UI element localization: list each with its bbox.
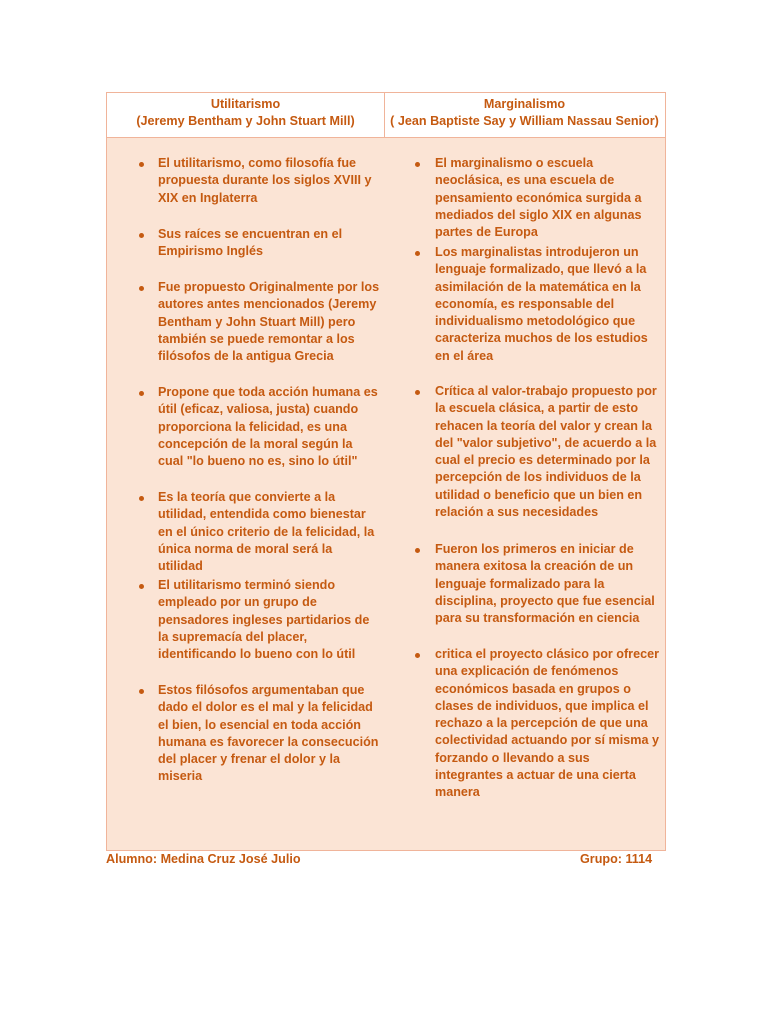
column-subtitle: (Jeremy Bentham y John Stuart Mill) [136, 114, 355, 128]
bullet-icon [415, 251, 420, 256]
column-subtitle: ( Jean Baptiste Say y William Nassau Senior) [390, 114, 659, 128]
column-utilitarismo [107, 93, 385, 850]
bullet-icon [139, 391, 144, 396]
list-item: Es la teoría que convierte a la utilidad, entendida como bienestar en el único criterio de la felicidad, la única norma de moral será la utilidad [107, 489, 380, 575]
bullet-icon [139, 162, 144, 167]
student-name: Alumno: Medina Cruz José Julio [106, 852, 301, 866]
list-item: El utilitarismo terminó siendo empleado por un grupo de pensadores ingleses partidarios de la supremacía del placer, identificando lo bueno con lo útil [107, 577, 380, 663]
column-header-marginalismo [384, 93, 665, 138]
column-marginalismo [384, 93, 665, 850]
bullet-icon [415, 162, 420, 167]
list-item: Propone que toda acción humana es útil (eficaz, valiosa, justa) cuando proporciona la felicidad, es una concepción de la moral según la cual "lo bueno no es, sino lo útil" [107, 384, 380, 470]
bullet-icon [139, 496, 144, 501]
list-item: Fueron los primeros en iniciar de manera exitosa la creación de un lenguaje formalizado para la disciplina, proyecto que fue esencial para su transformación en ciencia [384, 541, 661, 627]
column-body [107, 138, 384, 850]
column-body [384, 138, 665, 850]
column-header-utilitarismo [107, 93, 384, 138]
list-item: Fue propuesto Originalmente por los autores antes mencionados (Jeremy Bentham y John Stuart Mill) pero también se puede remontar a los filósofos de la antigua Grecia [107, 279, 380, 365]
list-item: critica el proyecto clásico por ofrecer una explicación de fenómenos económicos basada en grupos o clases de individuos, que implica el rechazo a la percepción de que una colectividad actuando por sí misma y forzando o llevando a sus integrantes a actuar de una cierta manera [384, 646, 661, 802]
list-item: Sus raíces se encuentran en el Empirismo Inglés [107, 226, 380, 261]
bullet-icon [415, 548, 420, 553]
column-title: Utilitarismo [210, 97, 281, 111]
list-item: Estos filósofos argumentaban que dado el dolor es el mal y la felicidad el bien, lo esencial en toda acción humana es favorecer la consecución del placer y frenar el dolor y la miseria [107, 682, 380, 786]
bullet-icon [415, 653, 420, 658]
comparison-table [106, 92, 666, 851]
column-title: Marginalismo [483, 97, 566, 111]
bullet-icon [139, 286, 144, 291]
list-item: El marginalismo o escuela neoclásica, es una escuela de pensamiento económica surgida a mediados del siglo XIX en algunas partes de Europa [384, 155, 661, 241]
bullet-icon [139, 689, 144, 694]
list-item: Los marginalistas introdujeron un lenguaje formalizado, que llevó a la asimilación de la matemática en la economía, es responsable del individualismo metodológico que caracteriza muchos de los estudios en el área [384, 244, 661, 365]
bullet-icon [139, 584, 144, 589]
bullet-icon [139, 233, 144, 238]
bullet-icon [415, 390, 420, 395]
list-item: Crítica al valor-trabajo propuesto por la escuela clásica, a partir de esto rehacen la teoría del valor y crean la del "valor subjetivo", de acuerdo a la cual el precio es determinado por la percepción de los individuos de la utilidad o beneficio que un bien en relación a sus necesidades [384, 383, 661, 521]
list-item: El utilitarismo, como filosofía fue propuesta durante los siglos XVIII y XIX en Inglaterra [107, 155, 380, 207]
group-number: Grupo: 1114 [580, 852, 653, 866]
